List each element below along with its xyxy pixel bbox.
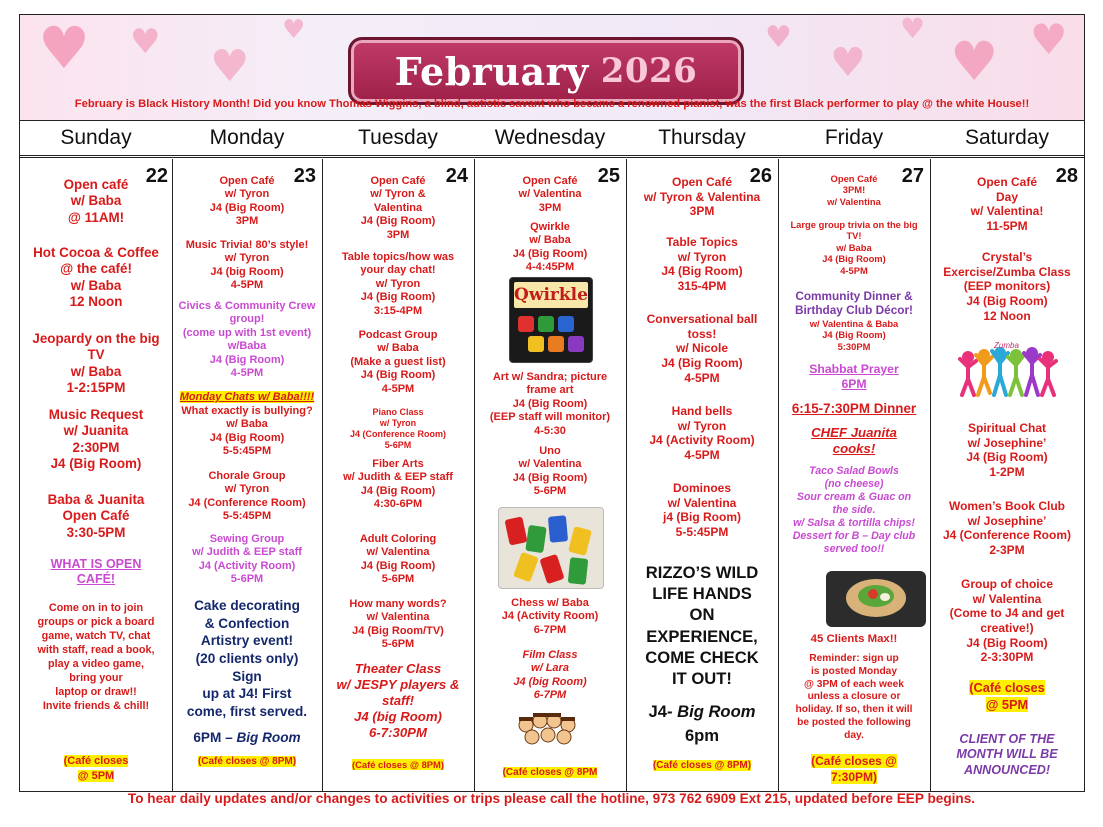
date-number: 22 [145, 165, 168, 187]
uno-card [568, 526, 592, 556]
weekday-monday: Monday [209, 126, 285, 149]
black-history-announcement: February is Black History Month! Did you know Thomas Wiggins, a blind, autistic savant who became a renowned pianist, was the first Black performer to play @ the white House!! [74, 98, 1030, 110]
heart-icon: ♥ [765, 20, 792, 55]
monday-chats-label: Monday Chats w/ Baba!!!! [179, 391, 315, 403]
event-music-request: Music Request w/ Juanita 2:30PM J4 (Big Room) [48, 407, 144, 472]
cafe-closes-note [474, 767, 626, 779]
event-qwirkle: Qwirkle w/ Baba J4 (Big Room) 4-4:45PM [512, 221, 588, 274]
tomato [868, 589, 878, 599]
heart-icon: ♥ [130, 22, 161, 62]
weekday-wednesday: Wednesday [494, 126, 606, 149]
event-open-cafe-afternoon: Baba & Juanita Open Café 3:30-5PM [47, 492, 145, 540]
dinner-time: 6:15-7:30PM Dinner [791, 401, 917, 416]
signup-reminder: Reminder: sign up is posted Monday @ 3PM of each week unless a closure or holiday. If so, then it will be posted the following day. [795, 653, 913, 741]
sour-cream [880, 593, 890, 601]
event-open-cafe: Open Café 3PM! w/ Valentina [827, 173, 881, 207]
cafe-closes-note [930, 680, 1084, 713]
taco-salad-image [826, 571, 926, 627]
uno-card [504, 516, 527, 545]
header-divider [20, 157, 1084, 158]
event-art-picture-frame: Art w/ Sandra; picture frame art J4 (Big Room) (EEP staff will monitor) 4-5:30 [489, 371, 611, 437]
event-table-topics: Table Topics w/ Tyron J4 (Big Room) 315-4PM [661, 235, 743, 293]
community-dinner-details: w/ Valentina & Baba J4 (Big Room) 5:30PM [809, 318, 899, 352]
event-womens-book-club: Women’s Book Club w/ Josephine’ J4 (Conference Room) 2-3PM [942, 499, 1072, 557]
weekday-header-row [20, 121, 1084, 156]
event-dominoes: Dominoes w/ Valentina j4 (Big Room) 5-5:45PM [663, 481, 741, 539]
date-number: 26 [749, 165, 772, 187]
event-podcast-group: Podcast Group w/ Baba (Make a guest list) J4 (Big Room) 4-5PM [350, 329, 446, 395]
event-bullying-chat: What exactly is bullying? w/ Baba J4 (Big Room) 5-5:45PM [181, 405, 313, 458]
menu-description: Taco Salad Bowls (no cheese) Sour cream & Guac on the side. w/ Salsa & tortilla chips! Dessert for B – Day club served too!! [792, 465, 916, 555]
event-piano-class: Piano Class w/ Tyron J4 (Conference Room) 5-6PM [349, 407, 447, 450]
event-civics-crew: Civics & Community Crew group! (come up with 1st event) w/Baba J4 (Big Room) 4-5PM [178, 300, 316, 380]
event-open-cafe-day: Open Café Day w/ Valentina! 11-5PM [970, 175, 1044, 233]
cafe-closes-note [322, 759, 474, 770]
cafe-closes-note [778, 754, 930, 785]
event-chess: Chess w/ Baba J4 (Activity Room) 6-7PM [501, 597, 599, 636]
event-film-class: Film Class w/ Lara J4 (big Room) 6-7PM [513, 649, 587, 702]
qwirkle-tile [518, 316, 534, 332]
event-theater-class: Theater Class w/ JESPY players & staff! J4 (big Room) 6-7:30PM [336, 661, 460, 741]
film-audience-image [516, 711, 582, 751]
date-number: 27 [901, 165, 924, 187]
cake-event-time: 6PM – [193, 730, 237, 745]
event-open-cafe: Open Café w/ Tyron J4 (Big Room) 3PM [209, 175, 285, 228]
chef-juanita-cooks: CHEF Juanita cooks! [811, 425, 897, 457]
day-cell-sunday [20, 159, 172, 791]
event-hot-cocoa: Hot Cocoa & Coffee @ the café! w/ Baba 12 Noon [33, 245, 159, 310]
day-cell-tuesday [322, 159, 474, 791]
heart-icon: ♥ [282, 15, 306, 45]
weekday-friday: Friday [824, 126, 884, 149]
cafe-closes-text: (Café closes @ 8PM) [352, 759, 444, 770]
heart-icon: ♥ [1030, 15, 1068, 64]
rizzo-location-room: Big Room [677, 702, 756, 721]
event-jeopardy: Jeopardy on the big TV w/ Baba 1-2:15PM [32, 331, 160, 396]
cafe-closes-text: (Café closes @ 5PM [969, 680, 1045, 712]
client-of-the-month: CLIENT OF THE MONTH WILL BE ANNOUNCED! [956, 732, 1058, 777]
event-open-cafe: Open Café w/ Tyron & Valentina 3PM [643, 175, 761, 219]
event-group-of-choice: Group of choice w/ Valentina (Come to J4 and get creative!) J4 (Big Room) 2-3:30PM [949, 577, 1065, 665]
event-zumba-class: Crystal’s Exercise/Zumba Class (EEP monitors) J4 (Big Room) 12 Noon [943, 250, 1071, 323]
event-open-cafe: Open café w/ Baba @ 11AM! [63, 177, 129, 225]
event-adult-coloring: Adult Coloring w/ Valentina J4 (Big Room) 5-6PM [359, 533, 437, 586]
date-number: 25 [597, 165, 620, 187]
clients-max: 45 Clients Max!! [810, 633, 898, 645]
heart-icon: ♥ [900, 14, 926, 45]
year-title: 2026 [600, 51, 698, 91]
uno-card [548, 515, 568, 542]
cafe-closes-note [20, 739, 172, 784]
calendar-grid [19, 120, 1085, 792]
event-cake-decorating: Cake decorating & Confection Artistry event! (20 clients only) Sign up at J4! First come, first served. [186, 598, 308, 720]
audience-icon [516, 711, 582, 751]
uno-card [568, 557, 589, 585]
event-open-cafe: Open Café w/ Valentina 3PM [518, 175, 582, 214]
dancers-icon [958, 341, 1058, 401]
uno-cards-image [498, 507, 604, 589]
day-cell-wednesday [474, 159, 626, 791]
event-sewing-group: Sewing Group w/ Judith & EEP staff J4 (Activity Room) 5-6PM [192, 533, 302, 586]
event-table-topics: Table topics/how was your day chat! w/ Tyron J4 (Big Room) 3:15-4PM [341, 251, 455, 317]
day-cell-saturday [930, 159, 1084, 791]
event-how-many-words: How many words? w/ Valentina J4 (Big Room/TV) 5-6PM [349, 598, 447, 651]
cafe-closes-text: (Café closes @ 7:30PM) [811, 754, 897, 784]
event-open-cafe: Open Café w/ Tyron & Valentina J4 (Big Room) 3PM [360, 175, 436, 241]
day-cell-monday [172, 159, 322, 791]
footer-hotline-note: To hear daily updates and/or changes to activities or trips please call the hotline, 973 762 6909 Ext 215, updated before EEP begins. [127, 791, 976, 806]
cafe-closes-note [172, 756, 322, 768]
qwirkle-tile [558, 316, 574, 332]
cafe-closes-note [626, 760, 778, 772]
day-cell-thursday [626, 159, 778, 791]
uno-card [539, 554, 564, 584]
event-ball-toss: Conversational ball toss! w/ Nicole J4 (Big Room) 4-5PM [646, 312, 758, 385]
cafe-closes-text: (Café closes @ 8PM [502, 767, 598, 778]
event-spiritual-chat: Spiritual Chat w/ Josephine’ J4 (Big Room) 1-2PM [966, 421, 1048, 479]
date-number: 28 [1055, 165, 1078, 187]
date-number: 23 [293, 165, 316, 187]
heart-icon: ♥ [830, 40, 866, 86]
weekday-tuesday: Tuesday [358, 126, 438, 149]
month-title-plaque [348, 37, 744, 105]
rizzo-location [626, 702, 778, 722]
qwirkle-tile [548, 336, 564, 352]
qwirkle-game-image [509, 277, 593, 363]
rizzo-location-prefix: J4- [648, 702, 678, 721]
heart-icon: ♥ [38, 14, 90, 82]
event-fiber-arts: Fiber Arts w/ Judith & EEP staff J4 (Big Room) 4:30-6PM [343, 458, 453, 511]
heart-icon: ♥ [210, 41, 250, 92]
event-shabbat-prayer: Shabbat Prayer 6PM [809, 362, 899, 391]
event-dinner [778, 401, 930, 417]
qwirkle-tile [538, 316, 554, 332]
header-banner [19, 14, 1085, 121]
qwirkle-tile [528, 336, 544, 352]
uno-card [513, 552, 539, 583]
cafe-closes-text: (Café closes @ 8PM) [197, 756, 297, 767]
weekday-thursday: Thursday [658, 126, 746, 149]
weekday-sunday: Sunday [60, 126, 132, 149]
cafe-closes-text: (Café closes @ 5PM [63, 754, 129, 782]
cafe-closes-text: (Café closes @ 8PM) [652, 760, 752, 771]
open-cafe-description: Come on in to join groups or pick a board game, watch TV, chat with staff, read a book, play a video game, bring your laptop or draw!! Invite friends & chill! [37, 602, 155, 713]
event-rizzos-wild-life: RIZZO’S WILD LIFE HANDS ON EXPERIENCE, COME CHECK IT OUT! [645, 563, 759, 689]
day-cell-friday [778, 159, 930, 791]
month-title: February [394, 48, 589, 94]
monday-chats-heading [172, 391, 322, 404]
uno-card [525, 525, 546, 553]
cake-event-room: Big Room [236, 730, 301, 745]
event-hand-bells: Hand bells w/ Tyron J4 (Activity Room) 4-5PM [649, 404, 755, 462]
event-chorale-group: Chorale Group w/ Tyron J4 (Conference Room) 5-5:45PM [188, 470, 306, 523]
date-number: 24 [445, 165, 468, 187]
event-large-group-trivia: Large group trivia on the big TV! w/ Baba J4 (Big Room) 4-5PM [790, 219, 918, 276]
qwirkle-tile [568, 336, 584, 352]
heart-icon: ♥ [950, 30, 999, 93]
rizzo-time: 6pm [684, 726, 720, 745]
cake-event-location [172, 729, 322, 747]
zumba-logo: Zumba [994, 341, 1019, 350]
what-is-open-cafe-heading: WHAT IS OPEN CAFÉ! [50, 557, 142, 587]
qwirkle-logo: Qwirkle [514, 282, 588, 308]
event-music-trivia: Music Trivia! 80’s style! w/ Tyron J4 (big Room) 4-5PM [185, 239, 309, 292]
weekday-saturday: Saturday [964, 126, 1050, 149]
event-community-dinner: Community Dinner & Birthday Club Décor! [795, 289, 913, 318]
zumba-dancers-image [958, 341, 1058, 401]
event-uno: Uno w/ Valentina J4 (Big Room) 5-6PM [512, 445, 588, 498]
